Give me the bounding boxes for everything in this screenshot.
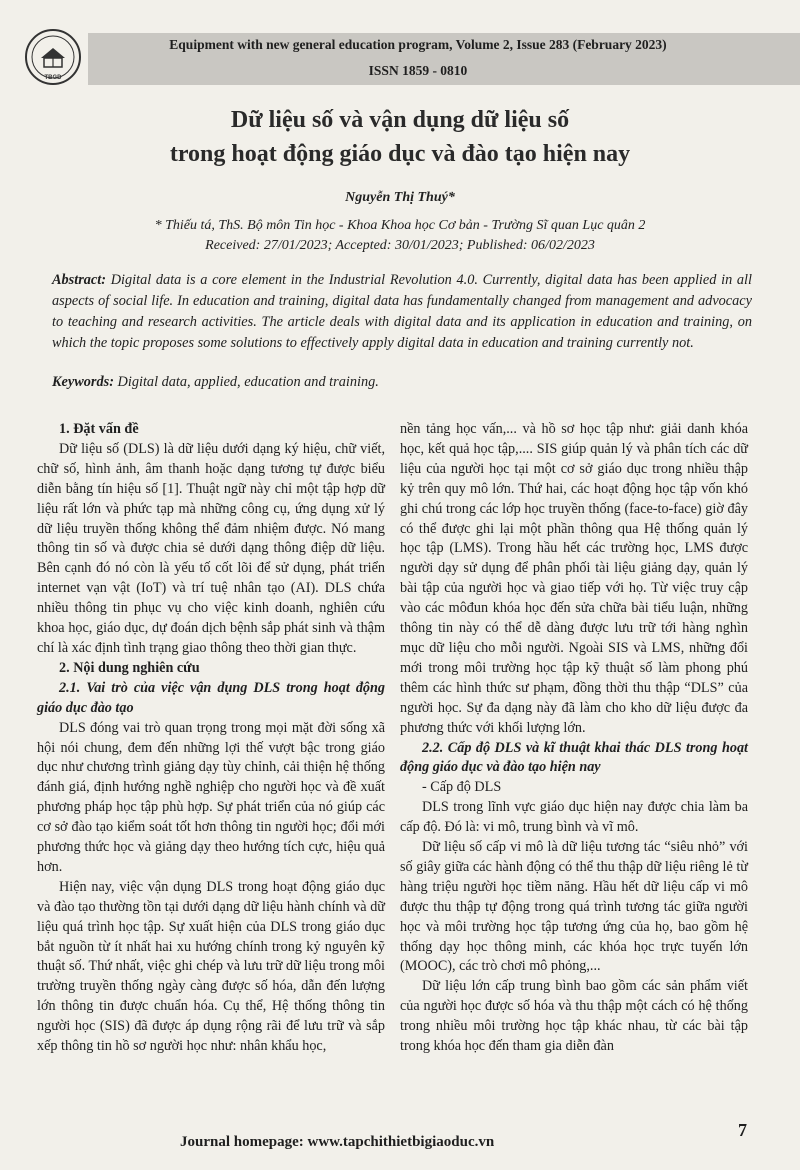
- page-number: 7: [738, 1120, 747, 1140]
- journal-homepage-link[interactable]: Journal homepage: www.tapchithietbigiaoduc.vn: [180, 1134, 495, 1150]
- journal-logo-icon: [24, 28, 82, 86]
- paragraph: Dữ liệu lớn cấp trung bình bao gồm các sản phẩm viết của người học được số hóa và thu thập một cách có hệ thống trong nhiều môi trường học tập khác nhau, từ các bài tập trong khóa học đến tham gia diễn đàn: [400, 978, 748, 1055]
- abstract-text: Digital data is a core element in the Industrial Revolution 4.0. Currently, digital data has been applied in all aspects of social life. In education and training, digital data has fundamentally changed from management and advocacy to teaching and research activities. The article deals with digital data and its application in education and training, on which the topic proposes some solutions to effectively apply digital data in education and training currently not.: [52, 272, 752, 351]
- affiliation: * Thiếu tá, ThS. Bộ môn Tin học - Khoa Khoa học Cơ bản - Trường Sĩ quan Lục quân 2: [154, 218, 646, 233]
- article-title: [40, 103, 760, 171]
- issn: ISSN 1859 - 0810: [368, 63, 468, 78]
- journal-title: Equipment with new general education program, Volume 2, Issue 283 (February 2023): [169, 37, 667, 52]
- paragraph: Dữ liệu số (DLS) là dữ liệu dưới dạng ký hiệu, chữ viết, chữ số, hình ảnh, âm thanh hoặc dạng tương tự được biểu diễn bằng tín hiệu số [1]. Thuật ngữ này chỉ một tập hợp dữ liệu rất lớn và phức tạp mà những công cụ, ứng dụng xử lý dữ liệu truyền thống không thể đảm nhiệm được. Nó mang thông tin số và được chia sẻ dưới dạng thông điệp dữ liệu. Bên cạnh đó nó còn là yếu tố cốt lõi để sử dụng, phát triển internet vạn vật (IoT) và trí tuệ nhân tạo (AI). DLS chứa nhiều thông tin phục vụ cho việc kinh doanh, nghiên cứu khoa học, giáo dục, dự đoán dịch bệnh sắp phát sinh và thậm chí là xác định tình trạng giao thông theo thời gian thực.: [37, 440, 385, 656]
- article-dates: Received: 27/01/2023; Accepted: 30/01/2023; Published: 06/02/2023: [205, 238, 595, 253]
- paragraph: Hiện nay, việc vận dụng DLS trong hoạt động giáo dục và đào tạo thường tồn tại dưới dạng dữ liệu hành chính và dữ liệu quá trình học tập. Sự xuất hiện của DLS trong giáo dục bắt nguồn từ ít nhất hai xu hướng chính trong kỷ nguyên kỹ thuật số. Thứ nhất, việc ghi chép và lưu trữ dữ liệu trong môi trường truyền thống ngày càng được số hóa, dẫn đến lượng lớn thông tin được chuẩn hóa. Cụ thể, Hệ thống thông tin người học (SIS) đã được áp dụng rộng rãi để lưu trữ và sắp xếp thông tin hồ sơ người học như: nhân khẩu học,: [37, 878, 385, 1055]
- left-column: [37, 420, 385, 1057]
- list-item: - Cấp độ DLS: [422, 779, 502, 796]
- logo-text: TBGD: [44, 75, 62, 81]
- abstract: [52, 270, 752, 354]
- subsection-heading-2-2: 2.2. Cấp độ DLS và kĩ thuật khai thác DLS trong hoạt động giáo dục và đào tạo hiện nay: [400, 739, 748, 776]
- subsection-heading-2-1: 2.1. Vai trò của việc vận dụng DLS trong hoạt động giáo dục đào tạo: [37, 679, 385, 716]
- affiliation-block: [40, 216, 760, 256]
- right-column: [400, 420, 748, 1057]
- keywords-label: Keywords:: [52, 374, 114, 390]
- paragraph: Dữ liệu số cấp vi mô là dữ liệu tương tác “siêu nhỏ” với số giây giữa các hành động có thể thu thập dữ liệu riêng lẻ từ hàng triệu người học tiềm năng. Hầu hết dữ liệu cấp vi mô được thu thập tự động trong quá trình tương tác giữa người học và môi trường học tập tương ứng của họ, bao gồm hệ thống dạy học thông minh, các khóa học trực tuyến lớn (MOOC), các trò chơi mô phỏng,...: [400, 839, 748, 975]
- paragraph: nền tảng học vấn,... và hồ sơ học tập như: giải danh khóa học, kết quả học tập,.... SIS giúp quản lý và phân tích các dữ liệu của người học tại một cơ sở giáo dục trong nhiều thập kỷ trên quy mô lớn. Thứ hai, các hoạt động học tập vốn khó ghi chú trong các lớp học truyền thống (face-to-face) giờ đây có thể được ghi lại một phần thông qua Hệ thống quản lý học tập (LMS). Trong hầu hết các trường học, LMS được người dạy sử dụng để phân phối tài liệu giảng dạy, quản lý bài tập của người học và giao tiếp với họ. Từ việc truy cập vào các môđun khóa học đến sửa chữa bài tiểu luận, những thông tin này có thể dễ dàng được lưu trữ tới hàng nghìn mục dữ liệu cho mỗi người. Ngoài SIS và LMS, những đổi mới trong môi trường học tập kỹ thuật số làm phong phú thêm các hình thức sư phạm, đồng thời thu thập “DLS” của người học. Sự đa dạng này đã làm cho kho dữ liệu được đa phương thức với khối lượng lớn.: [400, 421, 748, 736]
- keywords: [52, 374, 752, 391]
- keywords-text: Digital data, applied, education and training.: [113, 374, 379, 390]
- paragraph: DLS đóng vai trò quan trọng trong mọi mặt đời sống xã hội nói chung, đem đến những lợi thế vượt bậc trong giáo dục như chương trình giảng dạy tùy chỉnh, cải thiện hệ thống đánh giá, định hướng nghề nghiệp cho người học và đề xuất phương pháp học tập phù hợp. Sự phát triển của nó giúp các cơ sở đào tạo kiểm soát tốt hơn thông tin người học; đổi mới phương thức học và giảng dạy theo hướng tích cực, hiệu quả hơn.: [37, 719, 385, 875]
- title-line-2: trong hoạt động giáo dục và đào tạo hiện nay: [169, 141, 631, 167]
- section-heading-2: 2. Nội dung nghiên cứu: [59, 659, 200, 676]
- paragraph: DLS trong lĩnh vực giáo dục hiện nay được chia làm ba cấp độ. Đó là: vi mô, trung bình và vĩ mô.: [400, 799, 748, 836]
- author-name: Nguyễn Thị Thuý*: [345, 190, 455, 205]
- section-heading-1: 1. Đặt vấn đề: [59, 421, 139, 437]
- abstract-label: Abstract:: [52, 272, 107, 288]
- title-line-1: Dữ liệu số và vận dụng dữ liệu số: [230, 107, 570, 133]
